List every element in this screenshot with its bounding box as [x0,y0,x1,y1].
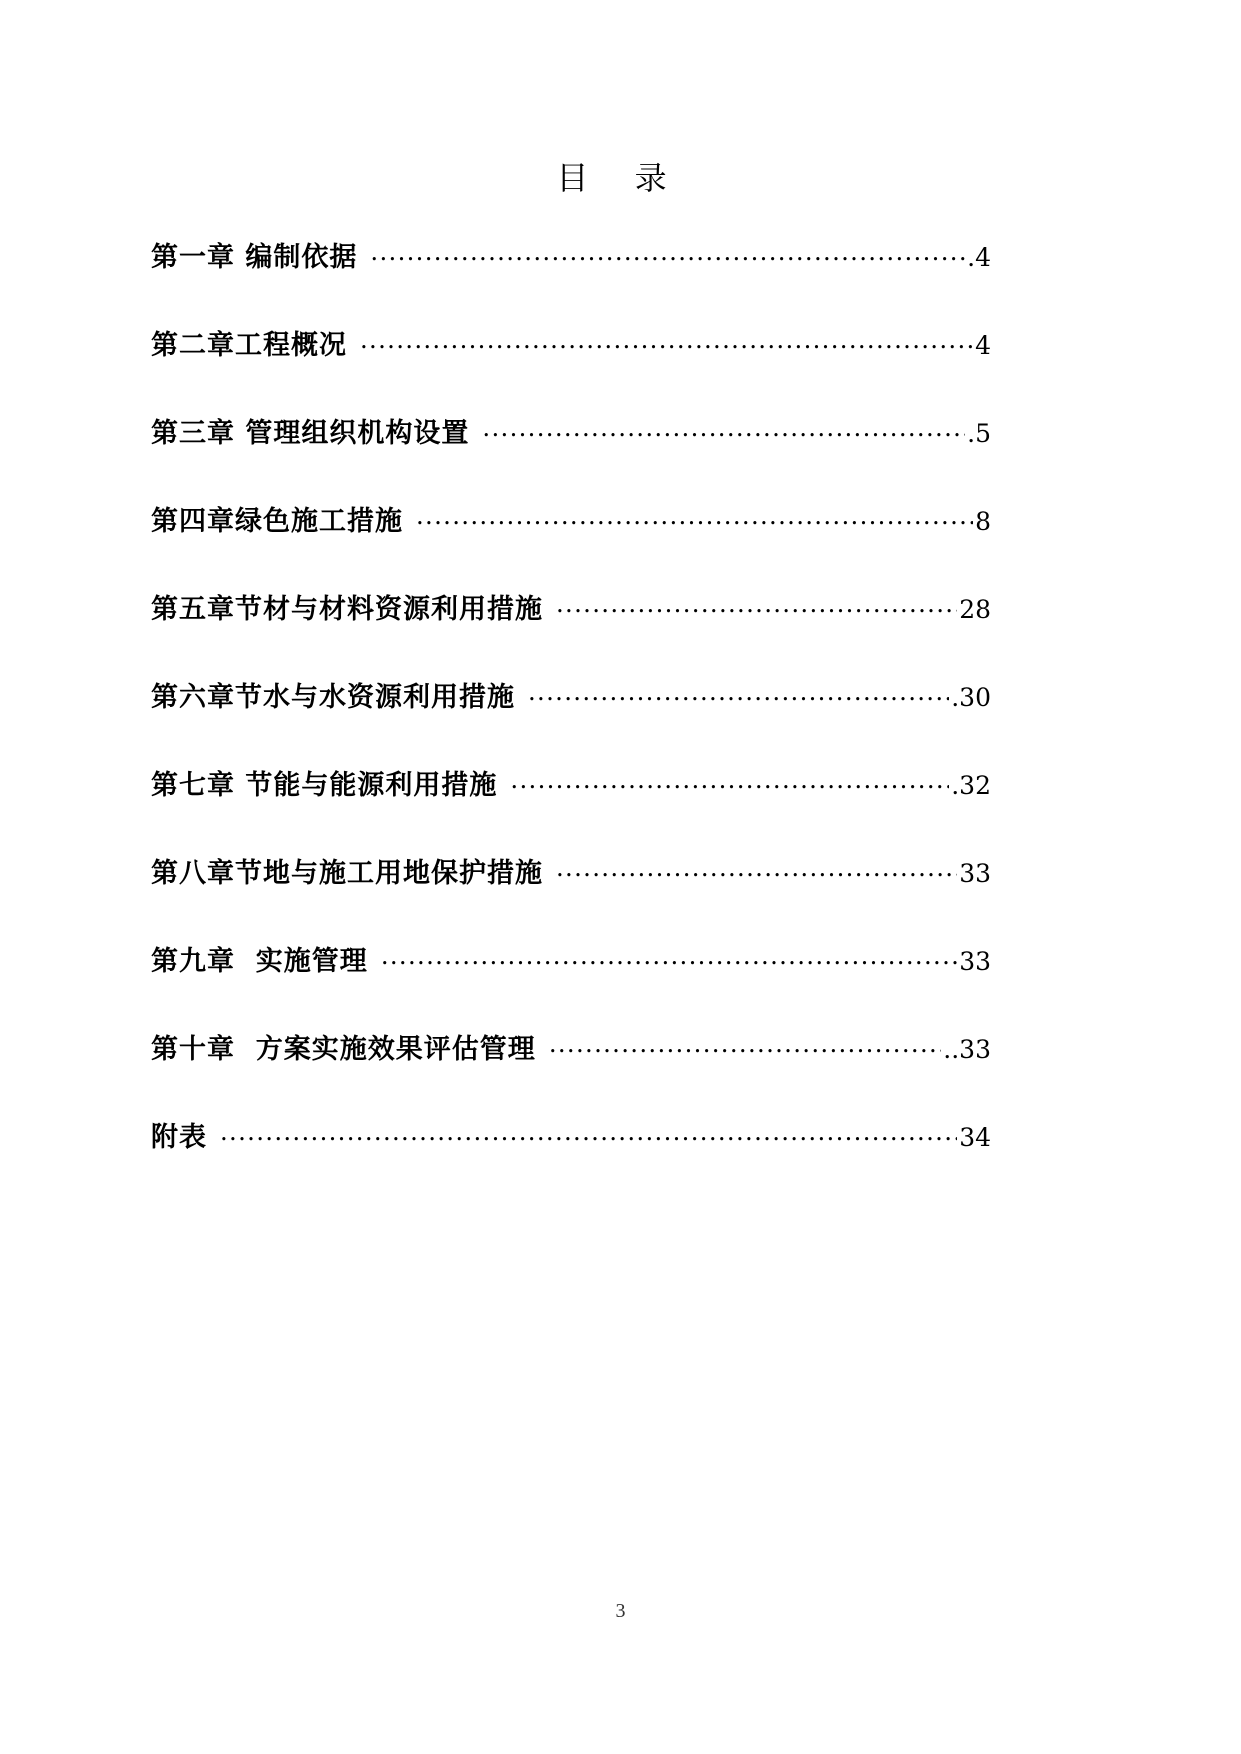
toc-entry-label: 第四章绿色施工措施 [151,506,403,537]
toc-entry-chapter-4[interactable] [151,504,991,592]
toc-entry-label: 第八章节地与施工用地保护措施 [151,858,543,889]
toc-entry-appendix[interactable] [151,1120,991,1208]
toc-entry-label: 第十章 方案实施效果评估管理 [151,1034,536,1065]
toc-entry-label: 第二章工程概况 [151,330,347,361]
toc-dot-leader [417,504,973,542]
toc-entry-label: 第五章节材与材料资源利用措施 [151,594,543,625]
toc-entry-label: 第九章 实施管理 [151,946,368,977]
toc-entry-page: 33 [959,947,991,976]
toc-entry-chapter-2[interactable] [151,328,991,416]
toc-dot-leader [361,328,973,366]
toc-dot-leader [221,1120,957,1158]
table-of-contents [151,240,991,1208]
toc-entry-page: ..33 [943,1035,991,1064]
toc-entry-chapter-8[interactable] [151,856,991,944]
toc-entry-page: .32 [951,771,991,800]
toc-entry-page: 4 [975,331,991,360]
toc-entry-page: .4 [967,243,991,272]
toc-entry-page: 34 [959,1123,991,1152]
toc-entry-page: 28 [959,595,991,624]
toc-dot-leader [483,416,965,454]
toc-dot-leader [550,1032,941,1070]
toc-entry-label: 附表 [151,1122,207,1153]
toc-entry-chapter-7[interactable] [151,768,991,856]
toc-entry-chapter-5[interactable] [151,592,991,680]
toc-dot-leader [371,240,965,278]
toc-entry-label: 第一章 编制依据 [151,242,358,273]
toc-entry-chapter-10[interactable] [151,1032,991,1120]
toc-title: 目 录 [556,159,685,197]
toc-entry-page: 33 [959,859,991,888]
toc-entry-chapter-3[interactable] [151,416,991,504]
toc-dot-leader [557,856,957,894]
toc-dot-leader [382,944,957,982]
toc-dot-leader [529,680,949,718]
toc-entry-page: .5 [967,419,991,448]
page-number: 3 [615,1600,626,1622]
toc-dot-leader [557,592,957,630]
toc-entry-label: 第六章节水与水资源利用措施 [151,682,515,713]
toc-entry-page: .30 [951,683,991,712]
toc-entry-chapter-1[interactable] [151,240,991,328]
toc-entry-chapter-9[interactable] [151,944,991,1032]
toc-entry-chapter-6[interactable] [151,680,991,768]
toc-entry-page: 8 [975,507,991,536]
toc-entry-label: 第三章 管理组织机构设置 [151,418,470,449]
toc-dot-leader [511,768,949,806]
toc-entry-label: 第七章 节能与能源利用措施 [151,770,498,801]
